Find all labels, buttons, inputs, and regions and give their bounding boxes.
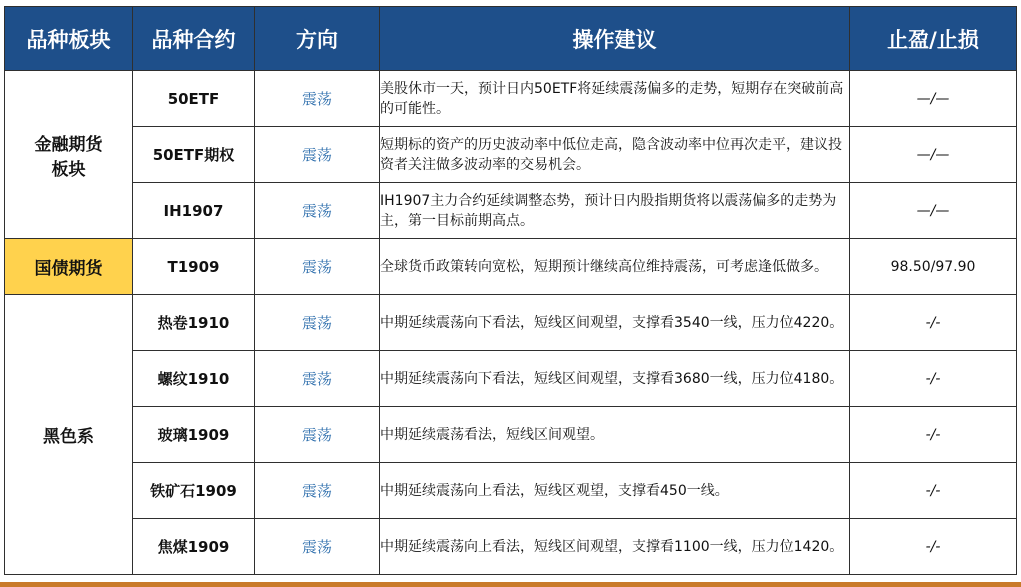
advice-cell: 中期延续震荡向下看法，短线区间观望，支撑看3680一线，压力位4180。 xyxy=(380,351,850,407)
advice-cell: IH1907主力合约延续调整态势，预计日内股指期货将以震荡偏多的走势为主，第一目标前期高点。 xyxy=(380,183,850,239)
category-cell: 黑色系 xyxy=(5,295,133,575)
table-row xyxy=(5,71,1017,127)
contract-cell: 螺纹1910 xyxy=(133,351,255,407)
direction-cell: 震荡 xyxy=(255,71,380,127)
direction-cell: 震荡 xyxy=(255,239,380,295)
header-direction: 方向 xyxy=(255,7,380,71)
header-stop: 止盈/止损 xyxy=(850,7,1017,71)
contract-cell: 50ETF期权 xyxy=(133,127,255,183)
stop-cell: —/— xyxy=(850,127,1017,183)
table-row xyxy=(5,127,1017,183)
advice-cell: 中期延续震荡向上看法，短线区观望，支撑看450一线。 xyxy=(380,463,850,519)
table-row xyxy=(5,183,1017,239)
direction-cell: 震荡 xyxy=(255,407,380,463)
advice-cell: 全球货币政策转向宽松，短期预计继续高位维持震荡，可考虑逢低做多。 xyxy=(380,239,850,295)
stop-cell: —/— xyxy=(850,71,1017,127)
table-header-row xyxy=(5,7,1017,71)
category-cell: 国债期货 xyxy=(5,239,133,295)
contract-cell: 铁矿石1909 xyxy=(133,463,255,519)
direction-cell: 震荡 xyxy=(255,351,380,407)
contract-cell: 热卷1910 xyxy=(133,295,255,351)
advice-cell: 中期延续震荡向上看法，短线区间观望，支撑看1100一线，压力位1420。 xyxy=(380,519,850,575)
table-row xyxy=(5,351,1017,407)
advice-cell: 短期标的资产的历史波动率中低位走高，隐含波动率中位再次走平，建议投资者关注做多波动率的交易机会。 xyxy=(380,127,850,183)
strategy-table xyxy=(4,6,1017,575)
contract-cell: 焦煤1909 xyxy=(133,519,255,575)
header-advice: 操作建议 xyxy=(380,7,850,71)
stop-cell: -/- xyxy=(850,519,1017,575)
category-cell: 金融期货 板块 xyxy=(5,71,133,239)
contract-cell: IH1907 xyxy=(133,183,255,239)
direction-cell: 震荡 xyxy=(255,295,380,351)
contract-cell: 50ETF xyxy=(133,71,255,127)
contract-cell: 玻璃1909 xyxy=(133,407,255,463)
table-row xyxy=(5,239,1017,295)
direction-cell: 震荡 xyxy=(255,519,380,575)
advice-cell: 中期延续震荡看法，短线区间观望。 xyxy=(380,407,850,463)
stop-cell: -/- xyxy=(850,351,1017,407)
direction-cell: 震荡 xyxy=(255,183,380,239)
header-contract: 品种合约 xyxy=(133,7,255,71)
stop-cell: —/— xyxy=(850,183,1017,239)
direction-cell: 震荡 xyxy=(255,127,380,183)
stop-cell: -/- xyxy=(850,463,1017,519)
bottom-border xyxy=(0,582,1021,587)
table-row xyxy=(5,295,1017,351)
direction-cell: 震荡 xyxy=(255,463,380,519)
stop-cell: -/- xyxy=(850,407,1017,463)
advice-cell: 美股休市一天，预计日内50ETF将延续震荡偏多的走势，短期存在突破前高的可能性。 xyxy=(380,71,850,127)
table-row xyxy=(5,519,1017,575)
header-category: 品种板块 xyxy=(5,7,133,71)
table-row xyxy=(5,407,1017,463)
advice-cell: 中期延续震荡向下看法，短线区间观望，支撑看3540一线，压力位4220。 xyxy=(380,295,850,351)
stop-cell: 98.50/97.90 xyxy=(850,239,1017,295)
stop-cell: -/- xyxy=(850,295,1017,351)
contract-cell: T1909 xyxy=(133,239,255,295)
table-row xyxy=(5,463,1017,519)
